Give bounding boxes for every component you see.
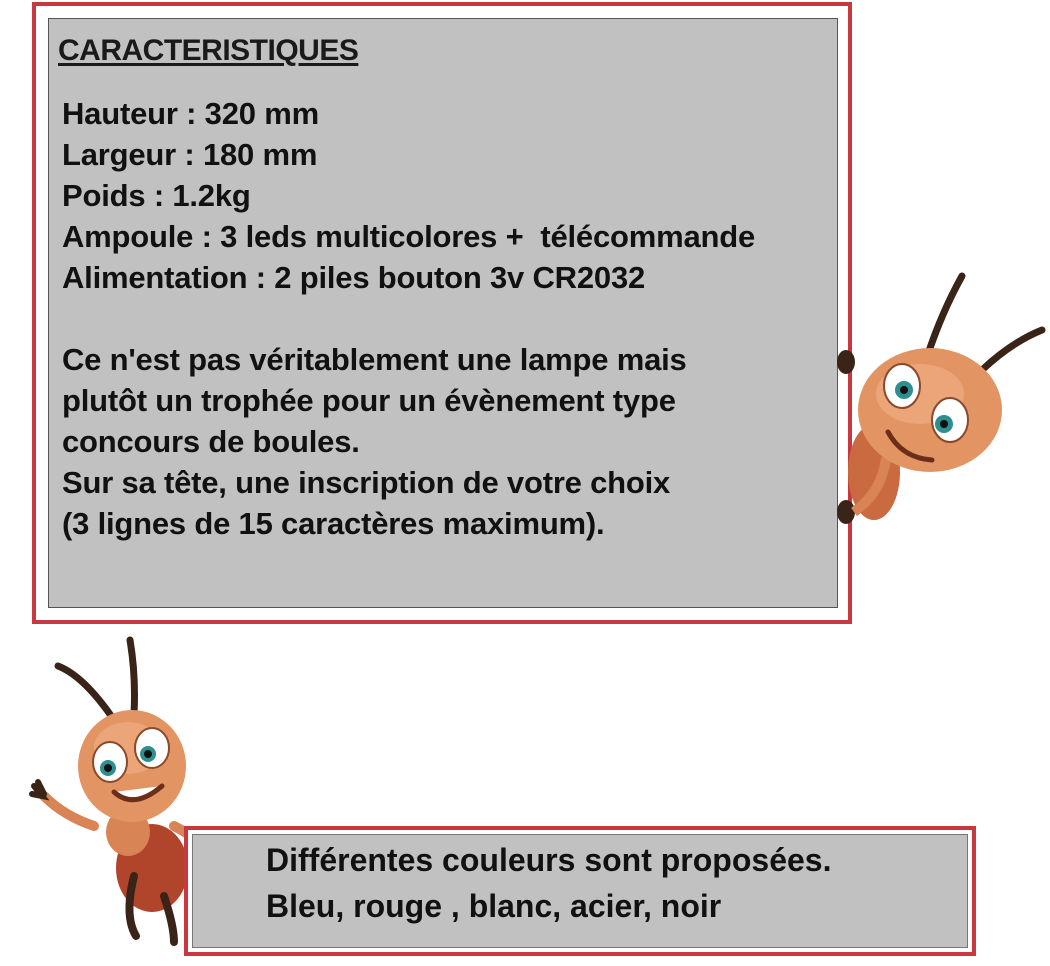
spec-power: Alimentation : 2 piles bouton 3v CR2032 bbox=[62, 260, 646, 295]
colors-intro: Différentes couleurs sont proposées. bbox=[266, 842, 832, 878]
description-line: Sur sa tête, une inscription de votre choix bbox=[62, 465, 671, 500]
spec-height: Hauteur : 320 mm bbox=[62, 96, 319, 131]
spec-weight: Poids : 1.2kg bbox=[62, 178, 251, 213]
spec-width: Largeur : 180 mm bbox=[62, 137, 318, 172]
description-line: concours de boules. bbox=[62, 424, 360, 459]
description-line: plutôt un trophée pour un évènement type bbox=[62, 383, 676, 418]
ant-peeking-illustration bbox=[832, 262, 1048, 536]
specs-title: CARACTERISTIQUES bbox=[58, 34, 359, 67]
description-line: (3 lignes de 15 caractères maximum). bbox=[62, 506, 605, 541]
description-line: Ce n'est pas véritablement une lampe mais bbox=[62, 342, 687, 377]
colors-list: Bleu, rouge , blanc, acier, noir bbox=[266, 888, 722, 924]
spec-bulb: Ampoule : 3 leds multicolores + télécommande bbox=[62, 219, 755, 254]
